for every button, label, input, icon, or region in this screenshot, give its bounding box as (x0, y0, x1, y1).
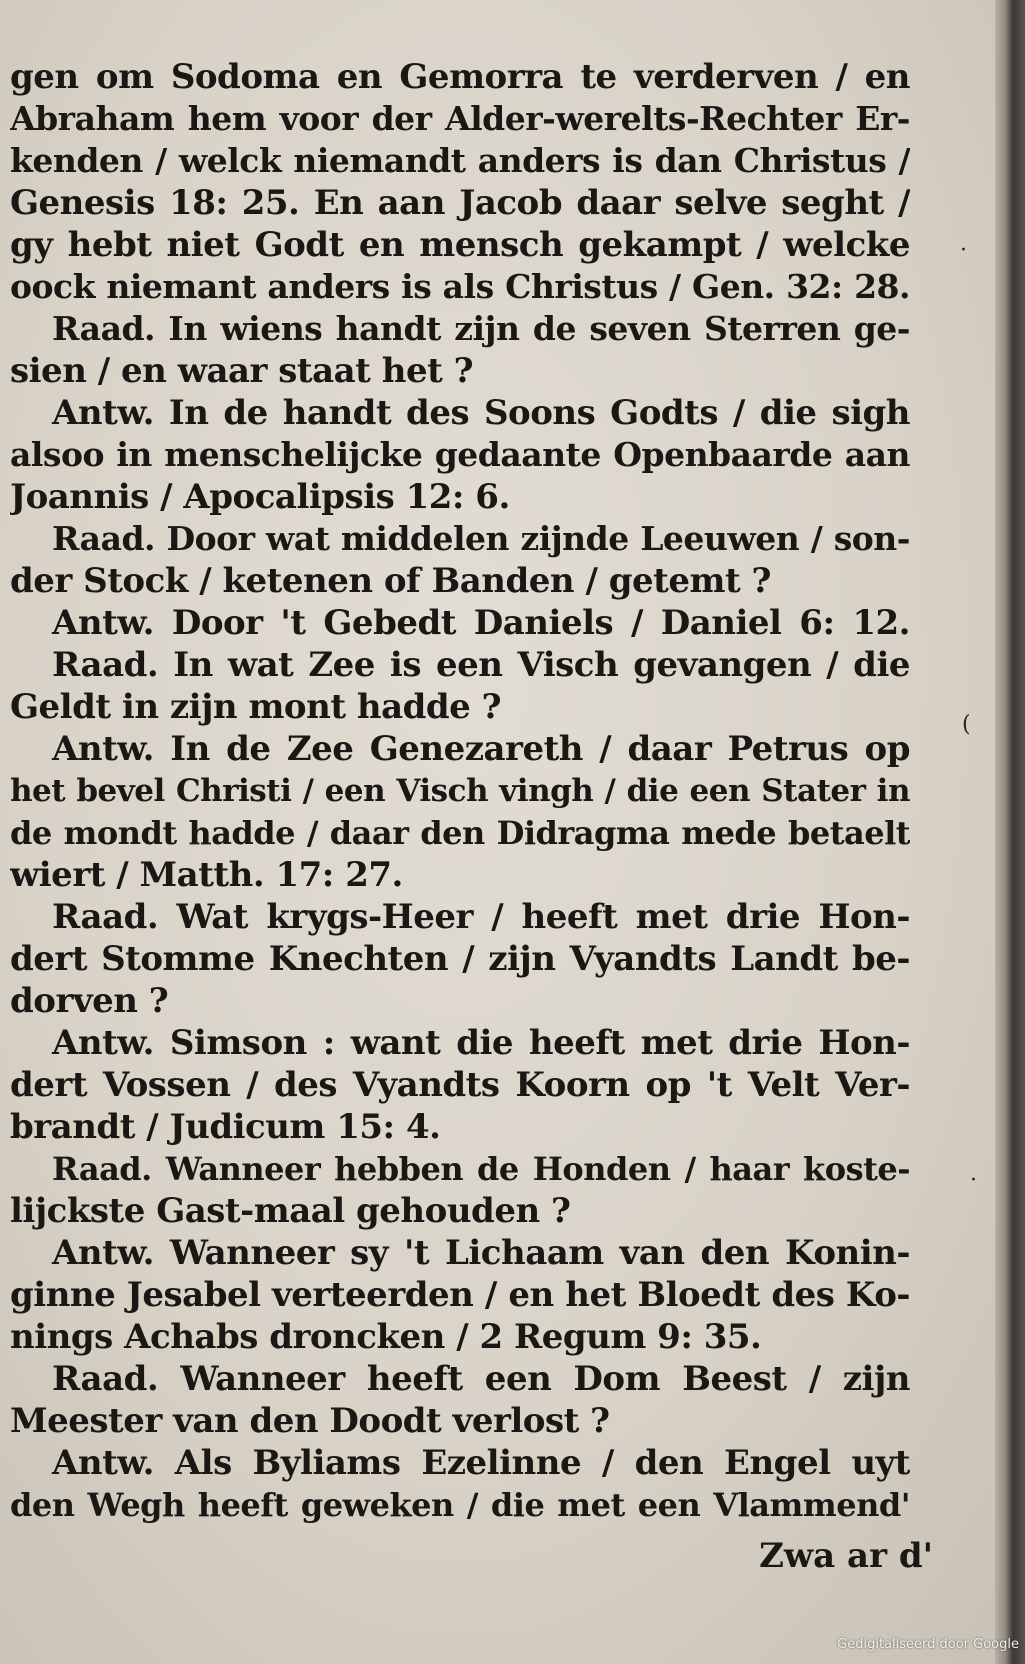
text-line: Antw. Door 't Gebedt Daniels / Daniel 6: 12. (52, 603, 910, 643)
text-line: Antw. Simson : want die heeft met drie Hon- (52, 1023, 910, 1063)
text-line: gy hebt niet Godt en mensch gekampt / welcke (10, 225, 910, 265)
digitization-watermark: Gedigitaliseerd door Google (837, 1637, 1019, 1652)
text-line: den Wegh heeft geweken / die met een Vlammend' (10, 1486, 910, 1524)
text-line: Geldt in zijn mont hadde ? (10, 687, 502, 727)
body-text (10, 56, 910, 1526)
text-line: Raad. In wiens handt zijn de seven Sterren ge- (52, 309, 910, 348)
text-line: Abraham hem voor der Alder-werelts-Rechter Er- (10, 99, 910, 138)
text-line: Raad. Wanneer heeft een Dom Beest / zijn (52, 1359, 910, 1399)
text-line: nings Achabs droncken / 2 Regum 9: 35. (10, 1317, 762, 1357)
text-line: lijckste Gast-maal gehouden ? (10, 1191, 571, 1231)
text-line: Raad. Door wat middelen zijnde Leeuwen / son- (52, 519, 910, 558)
text-line: dert Vossen / des Vyandts Koorn op 't Velt Ver- (10, 1065, 910, 1105)
text-line: de mondt hadde / daar den Didragma mede betaelt (10, 814, 910, 852)
text-line: ginne Jesabel verteerden / en het Bloedt des Ko- (10, 1275, 910, 1315)
page-gutter-shadow (995, 0, 1025, 1664)
text-line: wiert / Matth. 17: 27. (10, 855, 403, 895)
text-line: brandt / Judicum 15: 4. (10, 1107, 441, 1147)
text-line: Raad. Wat krygs-Heer / heeft met drie Hon- (52, 897, 910, 937)
ink-speck: ( (962, 712, 971, 737)
text-line: Antw. In de Zee Genezareth / daar Petrus op (52, 729, 910, 769)
ink-speck: · (970, 1168, 977, 1193)
text-line: gen om Sodoma en Gemorra te verderven / en (10, 57, 910, 97)
text-line: Meester van den Doodt verlost ? (10, 1401, 610, 1441)
text-line: dorven ? (10, 981, 169, 1021)
text-line: het bevel Christi / een Visch vingh / die een Stater in (10, 773, 910, 809)
text-line: Antw. Wanneer sy 't Lichaam van den Konin- (52, 1233, 910, 1273)
text-line: Antw. Als Byliams Ezelinne / den Engel uyt (52, 1443, 910, 1483)
text-line: kenden / welck niemandt anders is dan Christus / (10, 141, 910, 180)
text-line: Raad. In wat Zee is een Visch gevangen / die (52, 645, 910, 685)
catchword: Zwa ar d' (759, 1536, 933, 1576)
text-line: Joannis / Apocalipsis 12: 6. (10, 477, 510, 517)
text-line: alsoo in menschelijcke gedaante Openbaarde aan (10, 435, 910, 474)
text-line: sien / en waar staat het ? (10, 351, 474, 391)
text-line: dert Stomme Knechten / zijn Vyandts Landt be- (10, 939, 910, 979)
text-line: Raad. Wanneer hebben de Honden / haar koste- (52, 1150, 910, 1188)
text-line: der Stock / ketenen of Banden / getemt ? (10, 561, 771, 601)
text-line: oock niemant anders is als Christus / Gen. 32: 28. (10, 267, 910, 306)
text-line: Antw. In de handt des Soons Godts / die sigh (52, 393, 910, 433)
ink-speck: · (960, 238, 967, 263)
text-line: Genesis 18: 25. En aan Jacob daar selve seght / (10, 183, 910, 223)
